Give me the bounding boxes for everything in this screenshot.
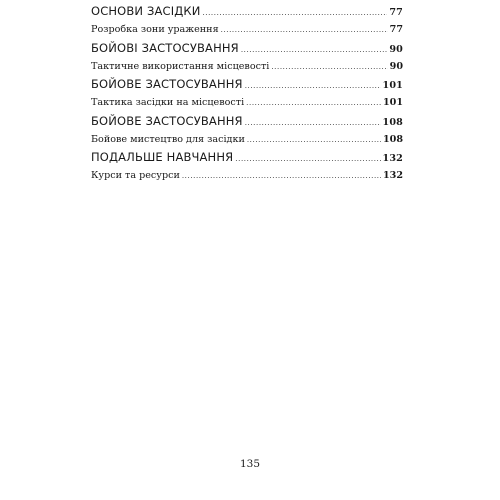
dot-leader bbox=[245, 77, 381, 96]
toc-entry-page: 77 bbox=[389, 7, 403, 18]
toc-entry-page: 132 bbox=[382, 170, 403, 181]
toc-entry-title: БОЙОВІ ЗАСТОСУВАННЯ bbox=[91, 40, 239, 55]
toc-entry-page: 101 bbox=[382, 97, 403, 108]
dot-leader bbox=[235, 150, 380, 169]
toc-entry-page: 90 bbox=[389, 43, 403, 55]
toc-entry[interactable] bbox=[91, 2, 403, 21]
toc-entry[interactable] bbox=[91, 21, 403, 39]
dot-leader bbox=[182, 168, 381, 186]
toc-entry-page: 101 bbox=[382, 80, 403, 91]
toc-entry-page: 108 bbox=[382, 133, 403, 145]
dot-leader bbox=[245, 114, 381, 133]
toc-entry-title: Бойове мистецтво для засідки bbox=[91, 133, 245, 145]
toc-entry[interactable] bbox=[91, 39, 403, 58]
toc-entry-title: ПОДАЛЬШЕ НАВЧАННЯ bbox=[91, 150, 234, 164]
toc-entry[interactable] bbox=[91, 131, 403, 149]
toc-entry-title: Розробка зони ураження bbox=[91, 24, 219, 35]
dot-leader bbox=[246, 95, 381, 113]
toc-entry-title: Тактичне використання місцевості bbox=[91, 60, 270, 72]
toc-entry[interactable] bbox=[91, 148, 403, 167]
toc-entry[interactable] bbox=[91, 94, 403, 112]
toc-entry[interactable] bbox=[91, 75, 403, 94]
toc-entry-title: БОЙОВЕ ЗАСТОСУВАННЯ bbox=[91, 77, 243, 91]
table-of-contents bbox=[91, 2, 403, 185]
toc-entry-page: 90 bbox=[389, 60, 403, 72]
toc-entry-title: Курси та ресурси bbox=[91, 170, 180, 181]
toc-entry-page: 108 bbox=[382, 116, 403, 128]
toc-entry-page: 77 bbox=[389, 24, 403, 35]
dot-leader bbox=[221, 22, 388, 40]
dot-leader bbox=[202, 4, 387, 23]
toc-entry-title: Тактика засідки на місцевості bbox=[91, 97, 245, 108]
toc-entry-page: 132 bbox=[382, 153, 403, 164]
toc-entry[interactable] bbox=[91, 112, 403, 131]
toc-entry-title: БОЙОВЕ ЗАСТОСУВАННЯ bbox=[91, 113, 243, 128]
dot-leader bbox=[247, 132, 381, 150]
dot-leader bbox=[271, 59, 387, 77]
toc-entry[interactable] bbox=[91, 58, 403, 76]
toc-entry[interactable] bbox=[91, 167, 403, 185]
toc-entry-title: ОСНОВИ ЗАСІДКИ bbox=[91, 4, 201, 18]
page-number: 135 bbox=[239, 458, 261, 470]
